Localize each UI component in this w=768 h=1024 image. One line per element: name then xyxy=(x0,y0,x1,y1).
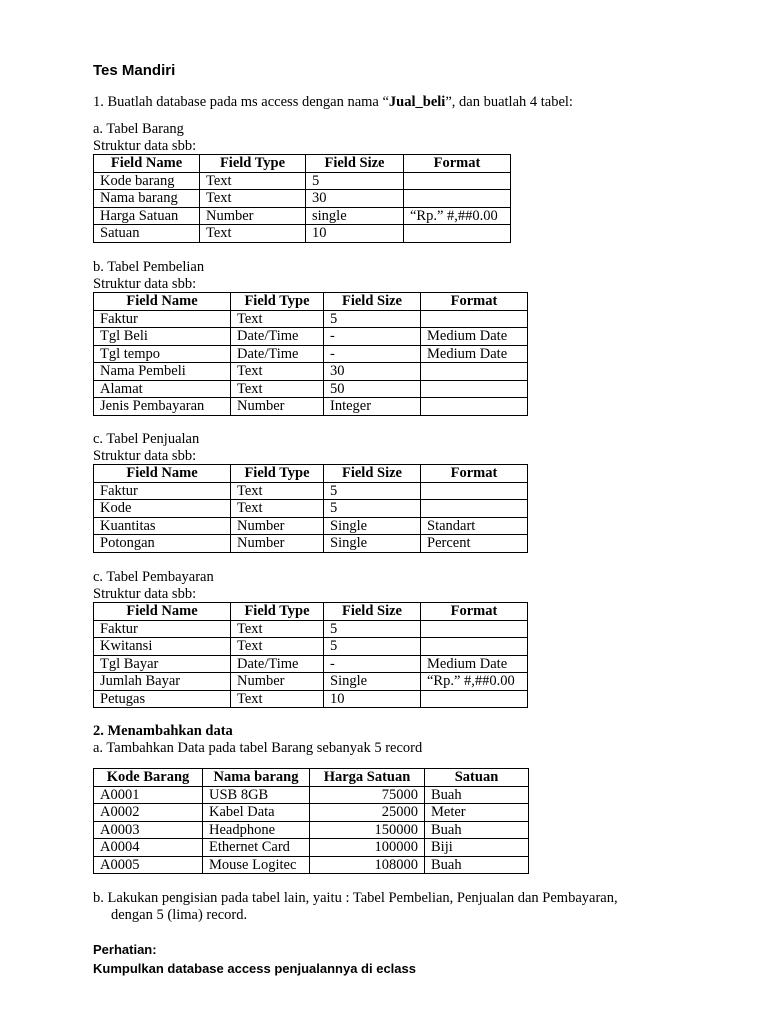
header-field-name: Field Name xyxy=(94,293,231,311)
cell: Single xyxy=(324,535,421,553)
cell: Meter xyxy=(425,804,529,822)
cell: Faktur xyxy=(94,482,231,500)
cell xyxy=(421,482,528,500)
table-barang-structure xyxy=(93,154,511,243)
cell: USB 8GB xyxy=(203,786,310,804)
cell: Number xyxy=(231,673,324,691)
header-satuan: Satuan xyxy=(425,769,529,787)
table-penjualan-title: c. Tabel Penjualan xyxy=(93,431,200,447)
cell: Petugas xyxy=(94,690,231,708)
cell: Kuantitas xyxy=(94,517,231,535)
cell: Buah xyxy=(425,821,529,839)
cell: Text xyxy=(231,638,324,656)
table-penjualan-structure-label: Struktur data sbb: xyxy=(93,448,197,464)
cell: Date/Time xyxy=(231,345,324,363)
cell: Medium Date xyxy=(421,328,528,346)
cell: A0003 xyxy=(94,821,203,839)
table-row xyxy=(94,398,528,416)
section-2-subtask-a: a. Tambahkan Data pada tabel Barang sebanyak 5 record xyxy=(93,740,423,756)
cell: 10 xyxy=(306,225,404,243)
cell: Headphone xyxy=(203,821,310,839)
cell: A0001 xyxy=(94,786,203,804)
cell: - xyxy=(324,345,421,363)
table-row xyxy=(94,638,528,656)
cell: A0005 xyxy=(94,856,203,874)
header-field-name: Field Name xyxy=(94,155,200,173)
cell: Text xyxy=(231,363,324,381)
cell: “Rp.” #,##0.00 xyxy=(421,673,528,691)
table-header-row xyxy=(94,293,528,311)
header-harga-satuan: Harga Satuan xyxy=(310,769,425,787)
cell: 75000 xyxy=(310,786,425,804)
cell xyxy=(404,172,511,190)
cell: 5 xyxy=(324,620,421,638)
section-2-subtask-b-line-1: b. Lakukan pengisian pada tabel lain, yaitu : Tabel Pembelian, Penjualan dan Pembayaran, xyxy=(93,890,618,906)
table-row xyxy=(94,225,511,243)
table-row xyxy=(94,500,528,518)
cell: Mouse Logitec xyxy=(203,856,310,874)
cell: Alamat xyxy=(94,380,231,398)
cell: 25000 xyxy=(310,804,425,822)
table-penjualan-structure xyxy=(93,464,528,553)
cell: Nama barang xyxy=(94,190,200,208)
cell: “Rp.” #,##0.00 xyxy=(404,207,511,225)
cell: A0004 xyxy=(94,839,203,857)
table-header-row xyxy=(94,465,528,483)
cell xyxy=(404,225,511,243)
cell: Harga Satuan xyxy=(94,207,200,225)
cell: Number xyxy=(231,398,324,416)
table-row xyxy=(94,839,529,857)
cell: 108000 xyxy=(310,856,425,874)
table-row xyxy=(94,856,529,874)
table-row xyxy=(94,310,528,328)
header-field-name: Field Name xyxy=(94,465,231,483)
page-title: Tes Mandiri xyxy=(93,62,176,79)
cell: Date/Time xyxy=(231,328,324,346)
cell: 30 xyxy=(324,363,421,381)
cell: 5 xyxy=(324,482,421,500)
header-format: Format xyxy=(421,603,528,621)
table-row xyxy=(94,804,529,822)
cell xyxy=(421,690,528,708)
table-header-row xyxy=(94,769,529,787)
header-nama-barang: Nama barang xyxy=(203,769,310,787)
table-row xyxy=(94,328,528,346)
table-barang-title: a. Tabel Barang xyxy=(93,121,184,137)
cell: Integer xyxy=(324,398,421,416)
table-pembelian-title: b. Tabel Pembelian xyxy=(93,259,205,275)
cell: Text xyxy=(200,190,306,208)
table-row xyxy=(94,690,528,708)
header-format: Format xyxy=(421,465,528,483)
table-row xyxy=(94,190,511,208)
table-row xyxy=(94,517,528,535)
table-row xyxy=(94,786,529,804)
table-row xyxy=(94,821,529,839)
cell xyxy=(421,620,528,638)
cell: Kode xyxy=(94,500,231,518)
cell: 5 xyxy=(306,172,404,190)
cell: Number xyxy=(231,535,324,553)
cell xyxy=(421,398,528,416)
cell: Jumlah Bayar xyxy=(94,673,231,691)
cell: Single xyxy=(324,517,421,535)
cell: Satuan xyxy=(94,225,200,243)
cell: Jenis Pembayaran xyxy=(94,398,231,416)
header-field-size: Field Size xyxy=(324,293,421,311)
cell: Single xyxy=(324,673,421,691)
cell: Date/Time xyxy=(231,655,324,673)
cell xyxy=(421,380,528,398)
table-pembelian-structure-label: Struktur data sbb: xyxy=(93,276,197,292)
cell: Biji xyxy=(425,839,529,857)
cell: Text xyxy=(200,225,306,243)
cell: Potongan xyxy=(94,535,231,553)
section-2-subtask-b-line-2: dengan 5 (lima) record. xyxy=(111,907,248,923)
cell: 50 xyxy=(324,380,421,398)
cell: Standart xyxy=(421,517,528,535)
header-field-size: Field Size xyxy=(324,465,421,483)
table-header-row xyxy=(94,603,528,621)
cell: Tgl Beli xyxy=(94,328,231,346)
header-kode-barang: Kode Barang xyxy=(94,769,203,787)
header-field-type: Field Type xyxy=(200,155,306,173)
cell: Faktur xyxy=(94,310,231,328)
cell xyxy=(404,190,511,208)
table-header-row xyxy=(94,155,511,173)
cell: Medium Date xyxy=(421,345,528,363)
database-name: Jual_beli xyxy=(388,94,446,110)
note-heading: Perhatian: xyxy=(93,942,157,957)
cell: Text xyxy=(231,500,324,518)
table-row xyxy=(94,673,528,691)
header-format: Format xyxy=(404,155,511,173)
header-field-name: Field Name xyxy=(94,603,231,621)
cell: Tgl tempo xyxy=(94,345,231,363)
cell xyxy=(421,363,528,381)
cell: 10 xyxy=(324,690,421,708)
cell: Text xyxy=(231,620,324,638)
cell: Number xyxy=(231,517,324,535)
header-format: Format xyxy=(421,293,528,311)
cell: Kabel Data xyxy=(203,804,310,822)
cell: Number xyxy=(200,207,306,225)
cell: - xyxy=(324,655,421,673)
question-1 xyxy=(93,94,573,111)
cell: 5 xyxy=(324,500,421,518)
cell: Ethernet Card xyxy=(203,839,310,857)
cell: 5 xyxy=(324,638,421,656)
cell: Tgl Bayar xyxy=(94,655,231,673)
table-row xyxy=(94,363,528,381)
table-row xyxy=(94,207,511,225)
cell: Text xyxy=(231,380,324,398)
cell: Buah xyxy=(425,786,529,804)
cell: Nama Pembeli xyxy=(94,363,231,381)
cell xyxy=(421,310,528,328)
section-2-heading: 2. Menambahkan data xyxy=(93,723,233,739)
header-field-type: Field Type xyxy=(231,465,324,483)
table-row xyxy=(94,345,528,363)
table-row xyxy=(94,655,528,673)
table-row xyxy=(94,172,511,190)
cell: Text xyxy=(200,172,306,190)
header-field-size: Field Size xyxy=(306,155,404,173)
cell: Text xyxy=(231,482,324,500)
question-1-prefix: 1. Buatlah database pada ms access dengan nama “ xyxy=(93,94,389,110)
cell: Kwitansi xyxy=(94,638,231,656)
table-pembayaran-title: c. Tabel Pembayaran xyxy=(93,569,214,585)
cell: single xyxy=(306,207,404,225)
cell: Text xyxy=(231,310,324,328)
cell: Buah xyxy=(425,856,529,874)
cell: Kode barang xyxy=(94,172,200,190)
table-pembayaran-structure-label: Struktur data sbb: xyxy=(93,586,197,602)
table-pembelian-structure xyxy=(93,292,528,416)
table-pembayaran-structure xyxy=(93,602,528,708)
table-row xyxy=(94,380,528,398)
cell: Medium Date xyxy=(421,655,528,673)
header-field-size: Field Size xyxy=(324,603,421,621)
cell: 30 xyxy=(306,190,404,208)
cell: A0002 xyxy=(94,804,203,822)
cell: 100000 xyxy=(310,839,425,857)
barang-data-table xyxy=(93,768,529,874)
note-text: Kumpulkan database access penjualannya di eclass xyxy=(93,961,416,976)
cell: Percent xyxy=(421,535,528,553)
table-row xyxy=(94,482,528,500)
cell: Faktur xyxy=(94,620,231,638)
cell: - xyxy=(324,328,421,346)
cell: 150000 xyxy=(310,821,425,839)
question-1-suffix: ”, dan buatlah 4 tabel: xyxy=(445,94,573,110)
cell xyxy=(421,638,528,656)
table-row xyxy=(94,535,528,553)
table-barang-structure-label: Struktur data sbb: xyxy=(93,138,197,154)
cell: Text xyxy=(231,690,324,708)
table-row xyxy=(94,620,528,638)
cell: 5 xyxy=(324,310,421,328)
header-field-type: Field Type xyxy=(231,603,324,621)
header-field-type: Field Type xyxy=(231,293,324,311)
cell xyxy=(421,500,528,518)
